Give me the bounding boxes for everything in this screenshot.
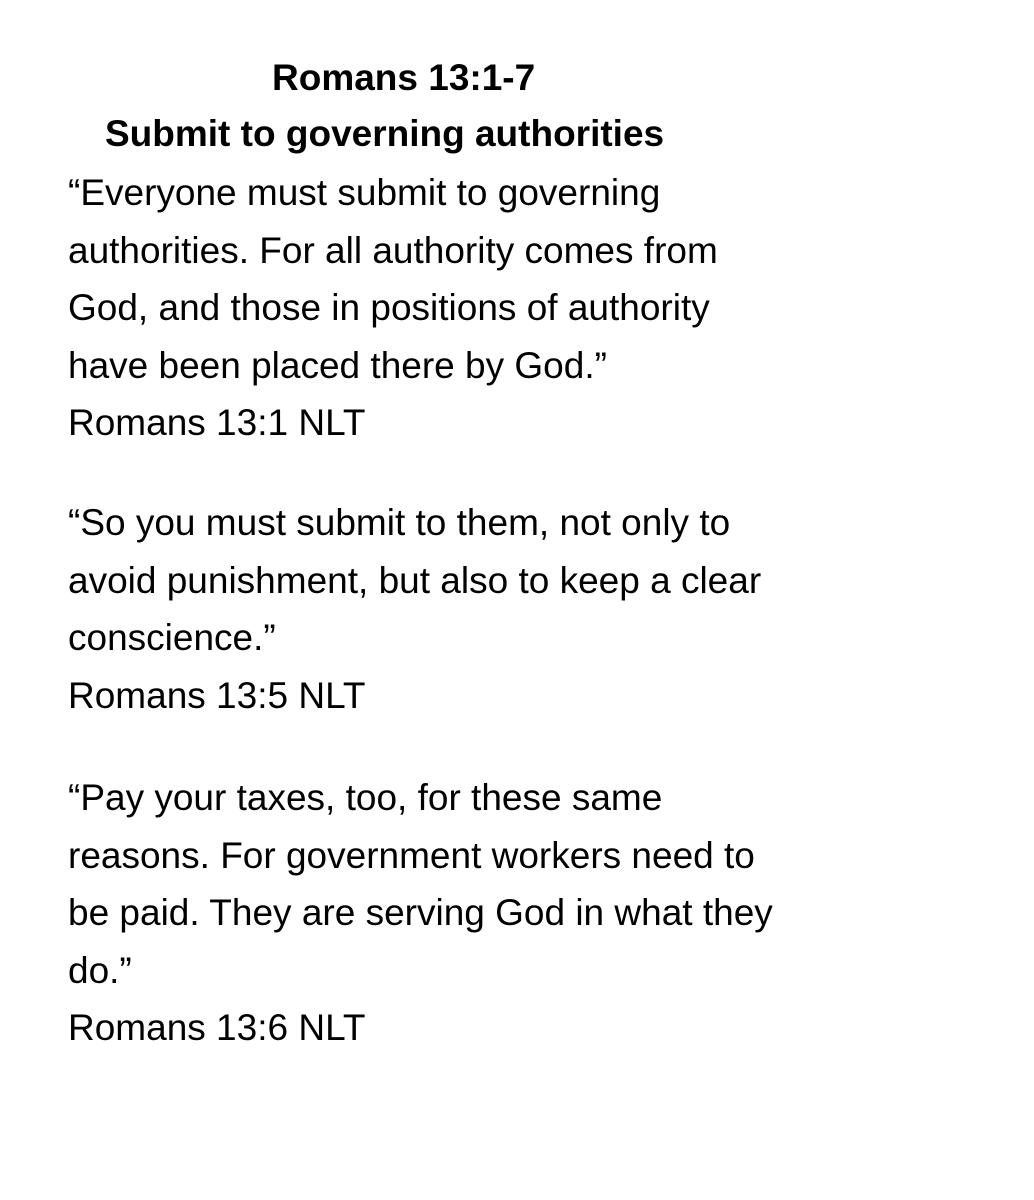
verse-reference: Romans 13:1 NLT [68,402,366,443]
verse-reference: Romans 13:5 NLT [68,674,366,716]
verse-line: “Everyone must submit to governing [68,172,661,213]
verse-line: God, and those in positions of authority [68,287,710,328]
verse-line: reasons. For government workers need to [68,834,755,876]
document-subtitle: Submit to governing authorities [105,113,665,154]
verse-line: authorities. For all authority comes from [68,229,718,271]
verse-line: have been placed there by God.” [68,344,607,386]
verse-reference: Romans 13:6 NLT [68,1007,366,1048]
verse-block-2 [68,494,1008,724]
verse-block-1 [68,164,1008,452]
verse-line: conscience.” [68,617,276,658]
verse-block-3 [68,769,1008,1057]
document-title: Romans 13:1-7 [272,57,536,98]
verse-line: avoid punishment, but also to keep a clear [68,559,762,601]
verse-line: be paid. They are serving God in what they [68,892,773,933]
verse-line: do.” [68,949,132,991]
verse-line: “Pay your taxes, too, for these same [68,777,663,818]
verse-line: “So you must submit to them, not only to [68,502,731,543]
